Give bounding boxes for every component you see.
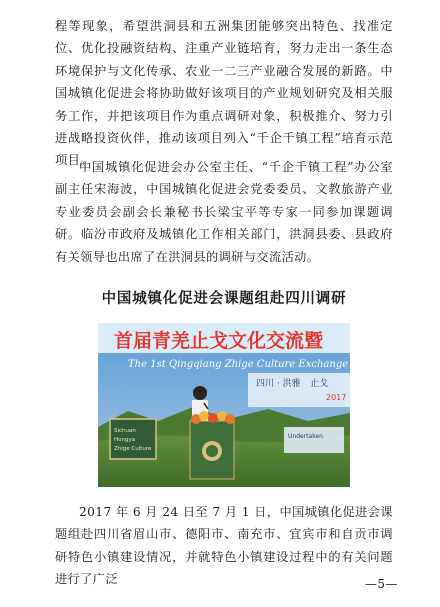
podium-logo-text-3: Zhige Culture (114, 446, 152, 452)
banner-title: 首届青羌止戈文化交流暨 (114, 330, 324, 352)
banner-credit: Undertaken (288, 433, 323, 440)
banner-year: 2017 (326, 393, 347, 402)
event-photo-illustration (98, 323, 350, 487)
event-photo (98, 323, 350, 487)
section-heading: 中国城镇化促进会课题组赴四川调研 (101, 291, 347, 307)
body-paragraph: 2017 年 6 月 24 日至 7 月 1 日，中国城镇化促进会课题组赴四川省眉山市、德阳市、南充市、宜宾市和自贡市调研特色小镇建设情况，并就特色小镇建设过程中的有关问题进行了广泛 (55, 505, 393, 587)
page-number: —5— (364, 577, 398, 591)
banner-subtitle: The 1st Qingqiang Zhige Culture Exchange (128, 359, 349, 370)
body-paragraph: 程等现象，希望洪洞县和五洲集团能够突出特色、找准定位、优化投融资结构、注重产业链培育，努力走出一条生态环境保护与文化传承、农业一二三产业融合发展的新路。中国城镇化促进会将协助做好该项目的产业规划研究及相关服务工作，并把该项目作为重点调研对象，积极推介、努力引进战略投资伙伴，推动该项目列入“千企千镇工程”培育示范项目。 (55, 19, 393, 168)
body-paragraph: 中国城镇化促进会办公室主任、“千企千镇工程”办公室副主任宋海波，中国城镇化促进会党委委员、文教旅游产业专业委员会副会长兼秘书长梁宝平等专家一同参加课题调研。临汾市政府及城镇化工作相关部门，洪洞县委、县政府有关领导也出席了在洪洞县的调研与交流活动。 (55, 160, 393, 264)
podium-logo-text-2: Hongya (114, 437, 136, 443)
banner-location-2: 止戈 (310, 379, 329, 389)
podium-logo-text: Sichuan (114, 428, 136, 434)
banner-location: 四川 · 洪雅 (256, 379, 301, 389)
